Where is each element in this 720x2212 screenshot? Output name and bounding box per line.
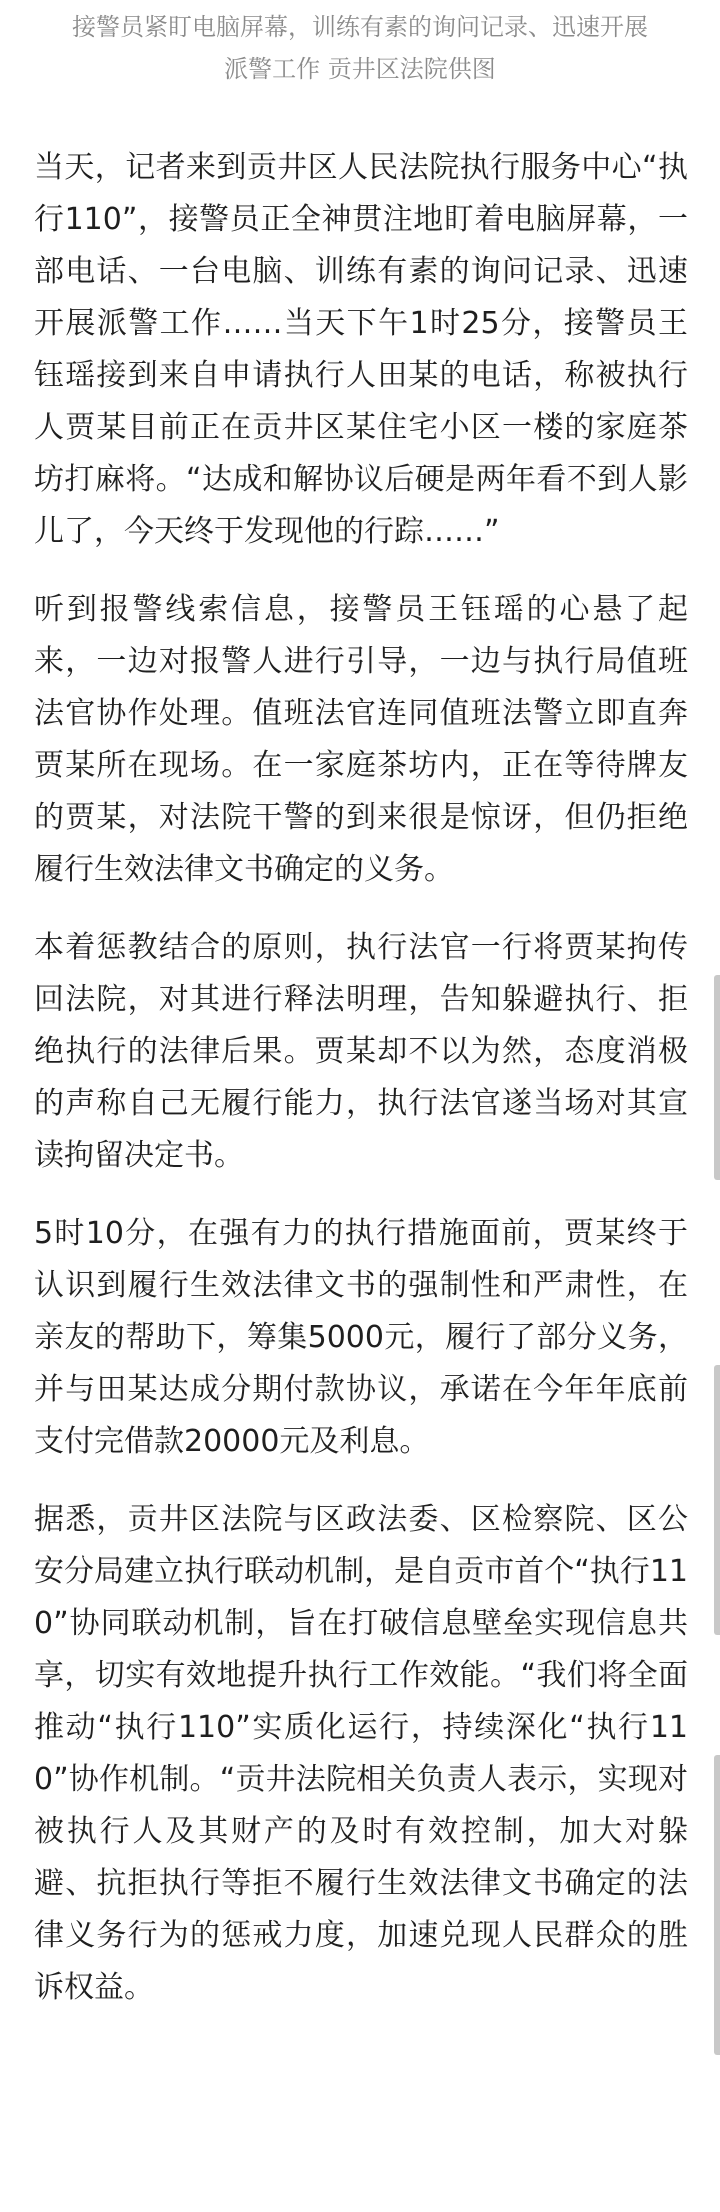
caption-line-1: 接警员紧盯电脑屏幕，训练有素的询问记录、迅速开展: [72, 13, 648, 41]
article-body: [0, 142, 720, 2014]
scroll-indicator-3: [714, 1755, 720, 2055]
scroll-indicator-2: [714, 1365, 720, 1635]
paragraph-4: 5时10分，在强有力的执行措施面前，贾某终于认识到履行生效法律文书的强制性和严肃性，在亲友的帮助下，筹集5000元，履行了部分义务，并与田某达成分期付款协议，承诺在今年年底前支付完借款20000元及利息。: [34, 1216, 688, 1459]
paragraph-2: 听到报警线索信息，接警员王钰瑶的心悬了起来，一边对报警人进行引导，一边与执行局值班法官协作处理。值班法官连同值班法警立即直奔贾某所在现场。在一家庭茶坊内，正在等待牌友的贾某，对法院干警的到来很是惊讶，但仍拒绝履行生效法律文书确定的义务。: [34, 592, 688, 887]
image-caption: [0, 0, 720, 90]
paragraph-1: 当天，记者来到贡井区人民法院执行服务中心“执行110”，接警员正全神贯注地盯着电脑屏幕，一部电话、一台电脑、训练有素的询问记录、迅速开展派警工作……当天下午1时25分，接警员王钰瑶接到来自申请执行人田某的电话，称被执行人贾某目前正在贡井区某住宅小区一楼的家庭茶坊打麻将。“达成和解协议后硬是两年看不到人影儿了，今天终于发现他的行踪……”: [34, 150, 688, 549]
scroll-indicator-1: [714, 975, 720, 1180]
caption-line-2: 派警工作 贡井区法院供图: [224, 55, 496, 83]
paragraph-3: 本着惩教结合的原则，执行法官一行将贾某拘传回法院，对其进行释法明理，告知躲避执行、拒绝执行的法律后果。贾某却不以为然，态度消极的声称自己无履行能力，执行法官遂当场对其宣读拘留决定书。: [34, 930, 688, 1173]
paragraph-5: 据悉，贡井区法院与区政法委、区检察院、区公安分局建立执行联动机制，是自贡市首个“执行110”协同联动机制，旨在打破信息壁垒实现信息共享，切实有效地提升执行工作效能。“我们将全面推动“执行110”实质化运行，持续深化“执行110”协作机制。“贡井法院相关负责人表示，实现对被执行人及其财产的及时有效控制，加大对躲避、抗拒执行等拒不履行生效法律文书确定的法律义务行为的惩戒力度，加速兑现人民群众的胜诉权益。: [34, 1502, 688, 2005]
